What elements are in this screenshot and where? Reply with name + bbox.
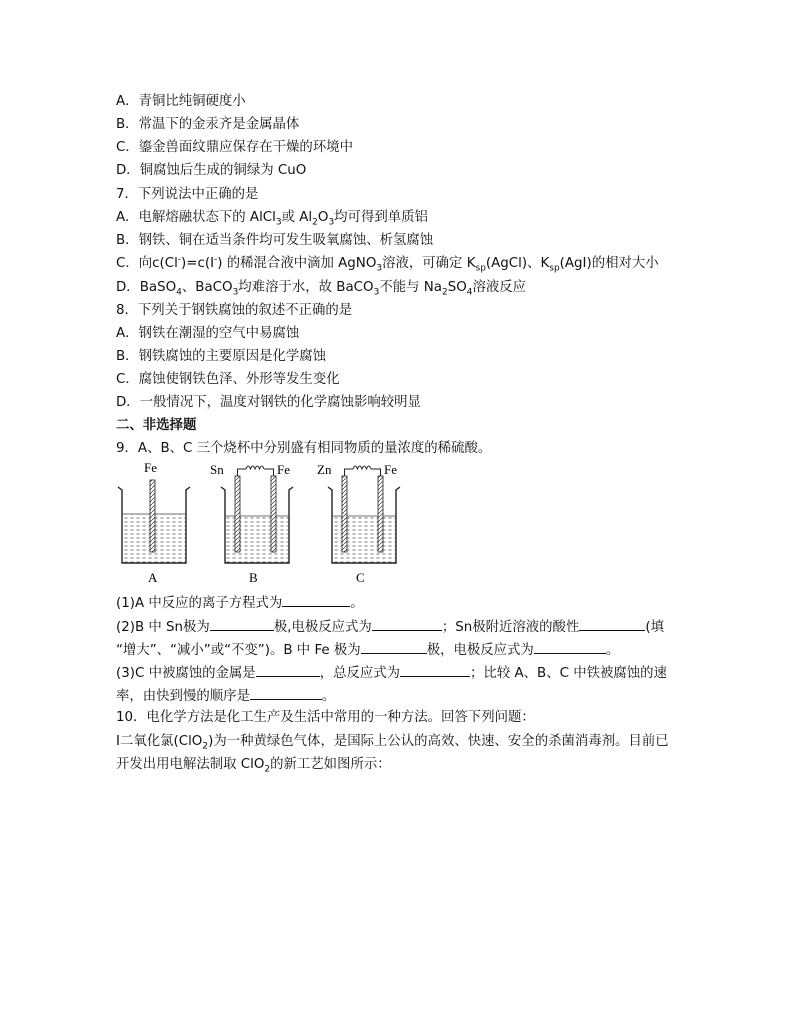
- q8-stem: 8．下列关于钢铁腐蚀的叙述不正确的是: [116, 303, 353, 318]
- q10-part1-cont: 开发出用电解法制取 ClO$_2$的新工艺如图所示：: [116, 757, 391, 775]
- q8-option-b: B．钢铁腐蚀的主要原因是化学腐蚀: [116, 349, 327, 364]
- beaker-c: [317, 462, 400, 585]
- q7-option-d: D．BaSO$_4$、BaCO$_3$均难溶于水，故 BaCO$_3$不能与 $Na_2SO_4$溶液反应: [116, 280, 527, 298]
- beaker-label: A: [148, 570, 158, 585]
- q8-option-a: A．钢铁在潮湿的空气中易腐蚀: [116, 326, 300, 341]
- q9-stem: 9．A、B、C 三个烧杯中分别盛有相同物质的量浓度的稀硫酸。: [116, 441, 492, 456]
- q6-option-b: B．常温下的金汞齐是金属晶体: [116, 117, 300, 132]
- answer-blank[interactable]: [400, 663, 470, 677]
- beaker-label: C: [356, 570, 365, 585]
- q9-part1: (1)A 中反应的离子方程式为 。: [116, 593, 364, 613]
- q10-part1: Ⅰ二氧化氯(ClO$_2$)为一种黄绿色气体，是国际上公认的高效、快速、安全的杀菌消毒剂。目前已: [116, 734, 669, 752]
- q7-stem: 7．下列说法中正确的是: [116, 187, 259, 202]
- answer-blank[interactable]: [361, 640, 427, 654]
- electrode-label: Fe: [384, 462, 397, 477]
- electrode-label: Fe: [277, 462, 290, 477]
- answer-blank[interactable]: [534, 640, 606, 654]
- q6-option-c: C．鎏金兽面纹鼎应保存在干燥的环境中: [116, 140, 353, 155]
- answer-blank[interactable]: [282, 593, 350, 607]
- q10-stem: 10．电化学方法是化工生产及生活中常用的一种方法。回答下列问题：: [116, 710, 535, 725]
- electrode-label: Sn: [210, 462, 224, 477]
- q8-option-d: D．一般情况下，温度对钢铁的化学腐蚀影响较明显: [116, 395, 421, 410]
- answer-blank[interactable]: [372, 617, 442, 631]
- answer-blank[interactable]: [210, 617, 274, 631]
- q7-option-a: A．电解熔融状态下的 AlCl$_3$或 $Al_2O_3$均可得到单质铝: [116, 210, 428, 228]
- q9-part3: (3)C 中被腐蚀的金属是 ，总反应式为 ；比较 A、B、C 中铁被腐蚀的速: [116, 663, 667, 683]
- galvanic-cell-figure: [112, 460, 412, 588]
- beaker-label: B: [249, 570, 258, 585]
- q8-option-c: C．腐蚀使钢铁色泽、外形等发生变化: [116, 372, 340, 387]
- q9-part2: (2)B 中 Sn极为 极,电极反应式为 ；Sn极附近溶液的酸性 (填: [116, 617, 664, 637]
- electrode-label: Fe: [144, 460, 157, 475]
- q6-option-a: A．青铜比纯铜硬度小: [116, 94, 246, 109]
- beaker-a: [118, 460, 190, 585]
- answer-blank[interactable]: [256, 663, 320, 677]
- section-heading: 二、非选择题: [116, 418, 197, 433]
- answer-blank[interactable]: [250, 686, 322, 700]
- q7-option-c: C．向c(Cl-)=c(I-) 的稀混合液中滴加 AgNO$_3$溶液，可确定 $K_{sp}(AgCl)$、$K_{sp}(AgI)$的相对大小: [116, 254, 659, 274]
- answer-blank[interactable]: [579, 617, 645, 631]
- electrode-label: Zn: [317, 462, 332, 477]
- q7-option-b: B．钢铁、铜在适当条件均可发生吸氧腐蚀、析氢腐蚀: [116, 233, 434, 248]
- beaker-b: [210, 462, 293, 585]
- q9-part2-cont: “增大”、“减小”或“不变”)。B 中 Fe 极为 极，电极反应式为 。: [116, 640, 619, 660]
- q9-part3-cont: 率，由快到慢的顺序是 。: [116, 686, 335, 706]
- q6-option-d: D．铜腐蚀后生成的铜绿为 CuO: [116, 163, 307, 178]
